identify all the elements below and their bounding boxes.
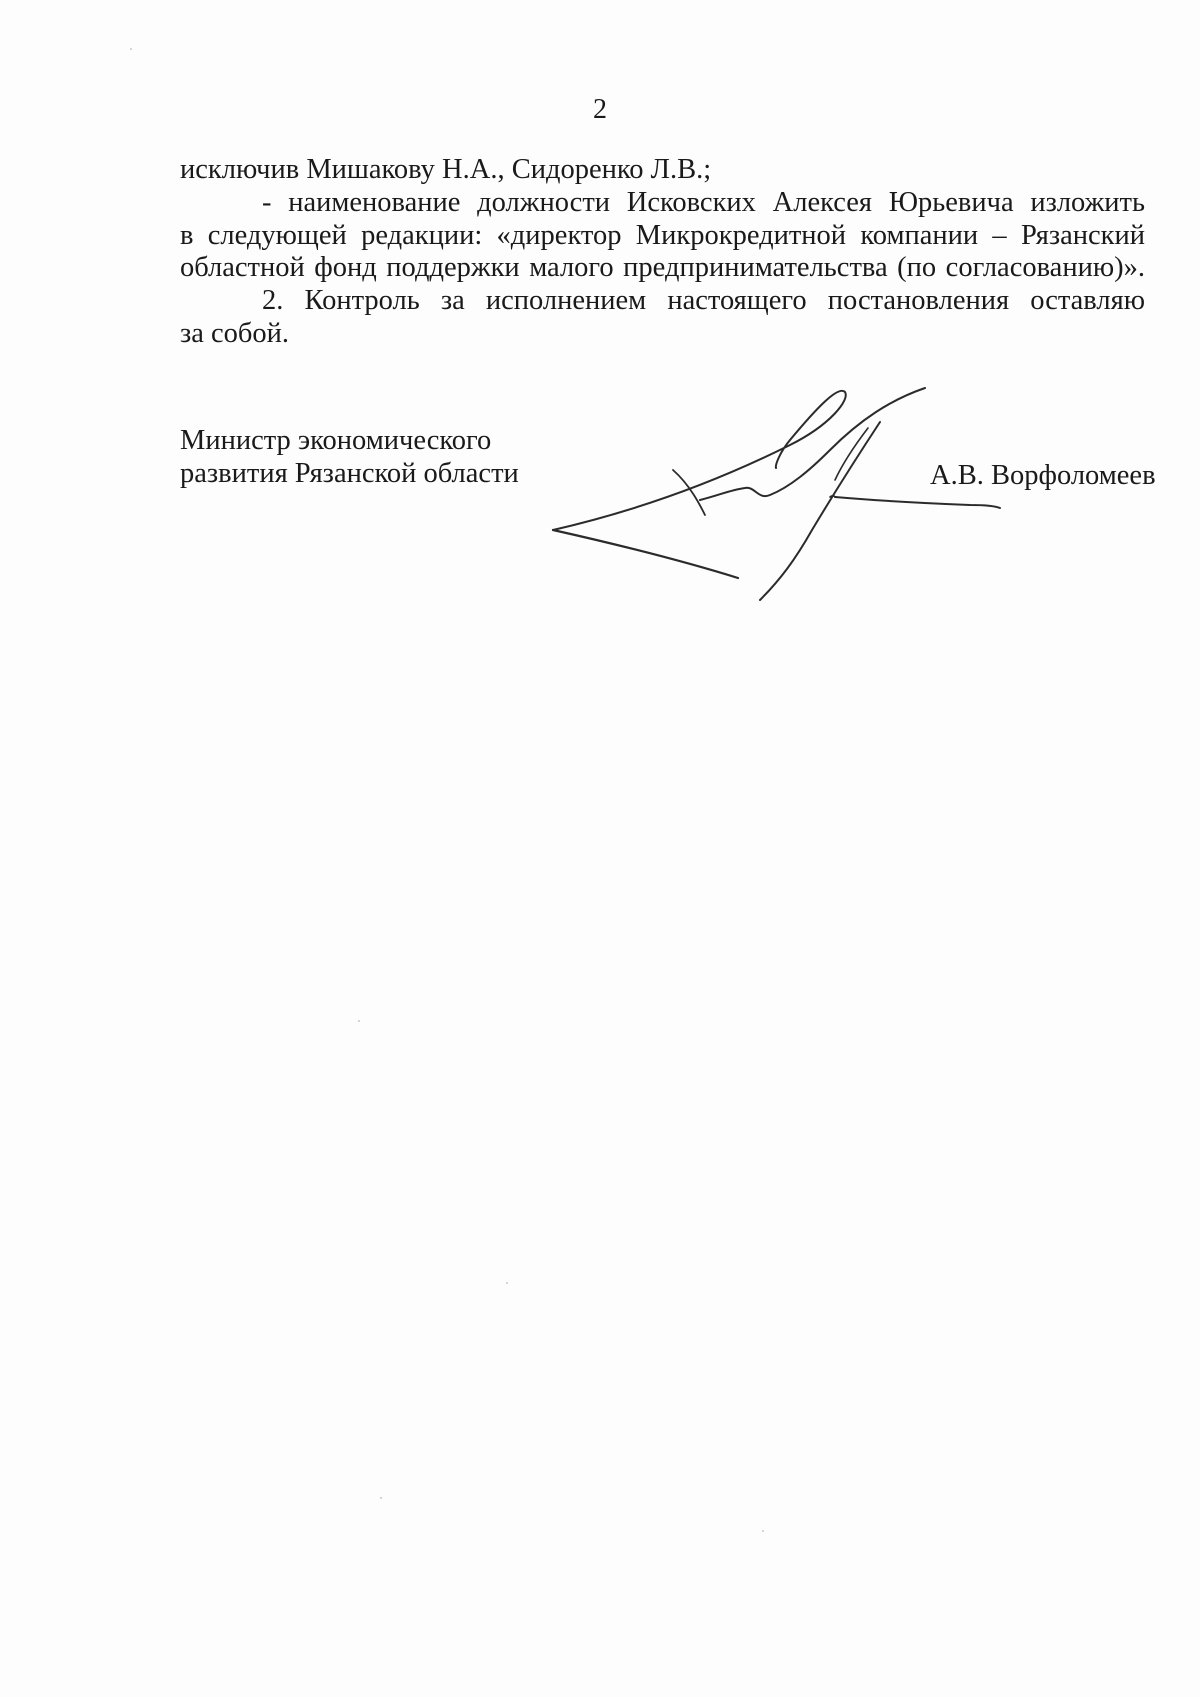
body-line: за собой. xyxy=(180,317,290,349)
page-number: 2 xyxy=(593,94,607,125)
scan-speck xyxy=(762,1530,764,1532)
body-line: исключив Мишакову Н.А., Сидоренко Л.В.; xyxy=(180,154,712,185)
body-line: в следующей редакции: «директор Микрокредитной компании – Рязанский xyxy=(180,219,1145,251)
body-line: - наименование должности Исковских Алексея Юрьевича изложить xyxy=(262,186,1145,218)
signer-position-line: развития Рязанской области xyxy=(180,458,519,489)
signer-position-line: Министр экономического xyxy=(180,425,492,456)
scan-speck xyxy=(506,1282,508,1284)
signer-position xyxy=(180,424,519,490)
scan-speck xyxy=(130,48,132,50)
body-line: 2. Контроль за исполнением настоящего постановления оставляю xyxy=(262,285,1145,317)
document-body xyxy=(180,154,1145,351)
signer-name: А.В. Ворфоломеев xyxy=(930,460,1156,491)
body-line: областной фонд поддержки малого предпринимательства (по согласованию)». xyxy=(180,252,1145,284)
scan-speck xyxy=(358,1020,360,1022)
scan-speck xyxy=(380,1497,382,1499)
